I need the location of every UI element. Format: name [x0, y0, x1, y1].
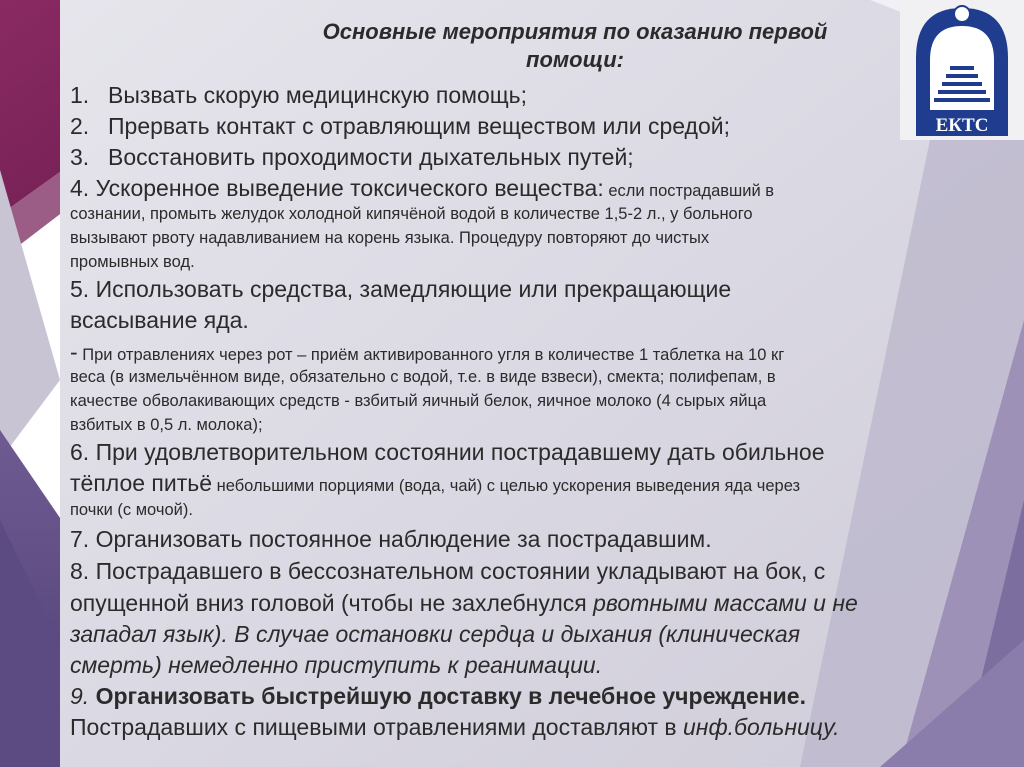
item-text: Восстановить проходимости дыхательных путей;: [108, 144, 634, 170]
logo-text: ЕКТС: [935, 115, 989, 136]
item-8-line-1: 8. Пострадавшего в бессознательном состоянии укладывают на бок, с: [70, 558, 826, 584]
item-8-line-3: западал язык). В случае остановки сердца и дыхания (клиническая: [70, 621, 800, 647]
item-5-sub-line-3: качестве обволакивающих средств - взбитый яичный белок, яичное молоко (4 сырых яйца: [70, 392, 767, 410]
item-9-number: 9.: [70, 683, 90, 709]
item-8-plain: опущенной вниз головой (чтобы не захлебнулся: [70, 590, 594, 616]
title-line-2: помощи:: [526, 47, 624, 72]
item-8-italic: рвотными массами и не: [593, 590, 858, 616]
item-5-line-2: всасывание яда.: [70, 307, 249, 333]
item-4-line-4: промывных вод.: [70, 253, 195, 271]
item-9-bold: Организовать быстрейшую доставку в лечебное учреждение.: [89, 683, 806, 709]
item-5-sub-text: При отравлениях через рот – приём активированного угля в количестве 1 таблетка на 10 кг: [77, 346, 785, 364]
title-line-1: Основные мероприятия по оказанию первой: [322, 19, 828, 44]
item-6-small: небольшими порциями (вода, чай) с целью ускорения выведения яда через: [212, 477, 801, 495]
item-6-big: тёплое питьё: [70, 470, 213, 496]
item-9-line-2: [70, 713, 840, 741]
logo-emblem: [954, 6, 970, 22]
item-4-tail: если пострадавший в: [603, 182, 775, 200]
item-text: Прервать контакт с отравляющим веществом или средой;: [108, 113, 730, 139]
item-6-line-1: 6. При удовлетворительном состоянии пострадавшему дать обильное: [70, 439, 825, 465]
item-6-line-2: [70, 469, 800, 500]
list-item: [70, 143, 634, 171]
item-9-italic: инф.больницу.: [683, 714, 840, 740]
item-9-plain: Пострадавших с пищевыми отравлениями доставляют в: [70, 714, 683, 740]
slide-title: [0, 18, 1024, 74]
list-item: [70, 112, 730, 140]
item-4-line-1: [70, 174, 774, 205]
item-7: 7. Организовать постоянное наблюдение за пострадавшим.: [70, 526, 712, 552]
item-8-line-2: [70, 589, 858, 617]
dash-marker: -: [70, 339, 78, 365]
item-4-head: 4. Ускоренное выведение токсического вещества:: [70, 175, 604, 201]
item-6-line-3: почки (с мочой).: [70, 501, 193, 519]
item-number: 1.: [70, 82, 90, 108]
item-number: 2.: [70, 113, 90, 139]
item-5-sub-line-2: веса (в измельчённом виде, обязательно с водой, т.е. в виде взвеси), смекта; полифепам, в: [70, 368, 776, 386]
item-5-line-1: 5. Использовать средства, замедляющие или прекращающие: [70, 276, 732, 302]
item-text: Вызвать скорую медицинскую помощь;: [108, 82, 528, 108]
item-5-sub-line-1: [70, 341, 784, 366]
item-8-line-4: смерть) немедленно приступить к реанимации.: [70, 652, 603, 678]
college-logo: [900, 0, 1024, 140]
item-5-sub-line-4: взбитых в 0,5 л. молока);: [70, 416, 263, 434]
list-item: [70, 81, 527, 109]
item-4-line-3: вызывают рвоту надавливанием на корень языка. Процедуру повторяют до чистых: [70, 229, 710, 247]
item-number: 3.: [70, 144, 90, 170]
item-4-line-2: сознании, промыть желудок холодной кипячёной водой в количестве 1,5-2 л., у больного: [70, 205, 753, 223]
item-9-line-1: [70, 682, 806, 710]
